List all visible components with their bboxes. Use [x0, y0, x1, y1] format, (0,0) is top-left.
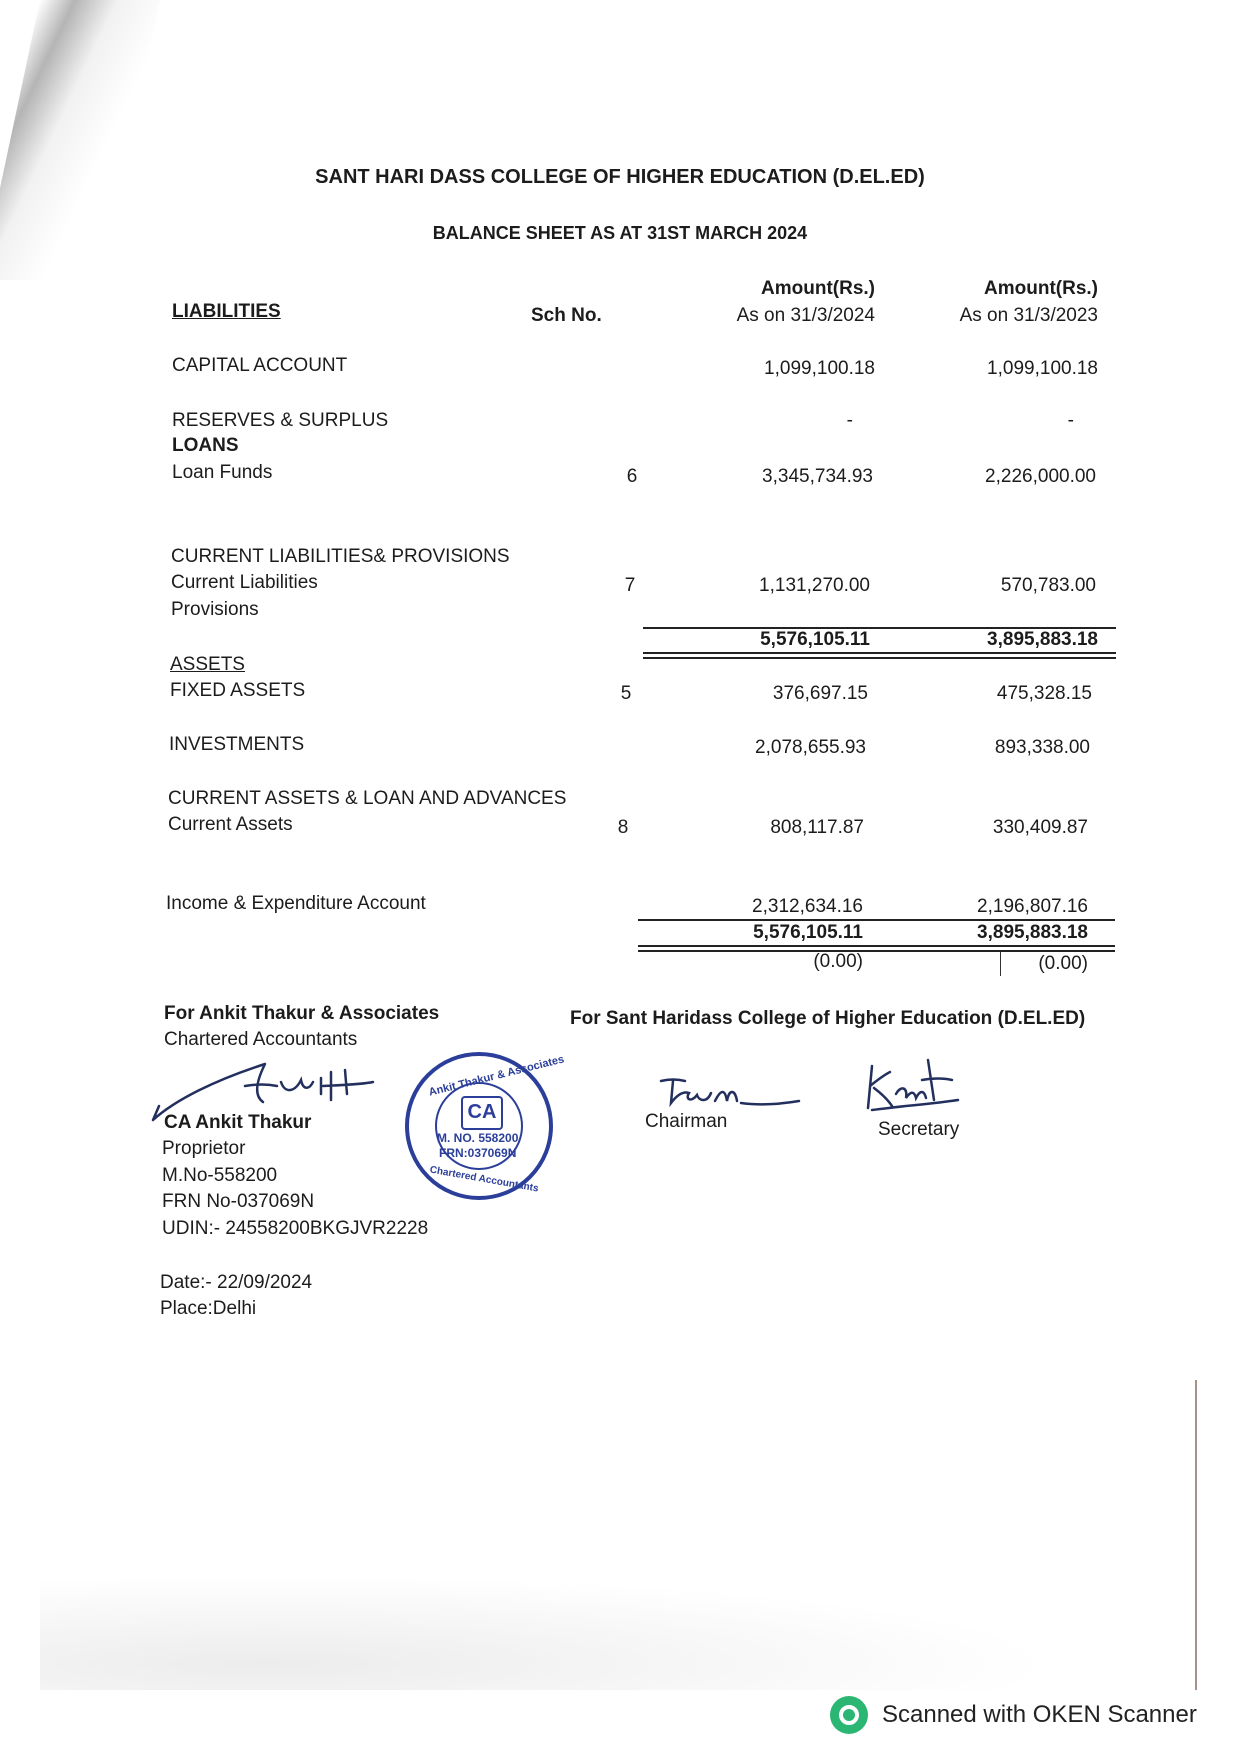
amount-2023-label: Amount(Rs.) [984, 278, 1098, 299]
auditor-role: Proprietor [162, 1138, 246, 1159]
total-rule-bottom-2 [643, 657, 1116, 659]
difference-2023: (0.00) [1038, 953, 1088, 974]
current-liabilities-label: Current Liabilities [171, 572, 318, 593]
scanner-watermark [830, 1690, 1230, 1740]
secretary-signature [862, 1050, 962, 1115]
auditor-name: CA Ankit Thakur [164, 1112, 312, 1133]
sch-no-heading: Sch No. [531, 305, 602, 326]
liabilities-heading: LIABILITIES [172, 301, 281, 322]
capital-2024: 1,099,100.18 [764, 358, 875, 379]
capital-2023: 1,099,100.18 [987, 358, 1098, 379]
oken-scanner-icon [830, 1696, 868, 1734]
loans-heading: LOANS [172, 435, 239, 456]
difference-2024: (0.00) [813, 951, 863, 972]
seal-mno: M. NO. 558200 [437, 1131, 519, 1145]
fixed-assets-label: FIXED ASSETS [170, 680, 306, 701]
fixed-assets-2023: 475,328.15 [996, 683, 1092, 704]
assets-total-2024: 5,576,105.11 [753, 922, 863, 943]
loan-funds-2023: 2,226,000.00 [985, 466, 1096, 487]
current-assets-sch: 8 [617, 817, 629, 838]
fixed-assets-sch: 5 [620, 683, 632, 704]
amount-2024-date: As on 31/3/2024 [736, 305, 875, 326]
reserves-2023: - [1067, 410, 1074, 431]
assets-rule-top [638, 919, 1115, 921]
investments-2023: 893,338.00 [994, 737, 1090, 758]
loan-funds-sch: 6 [626, 466, 638, 487]
reserves-label: RESERVES & SURPLUS [172, 410, 389, 431]
auditor-mno: M.No-558200 [162, 1165, 278, 1186]
loan-funds-label: Loan Funds [172, 462, 273, 483]
liabilities-total-2024: 5,576,105.11 [760, 629, 870, 650]
current-liabilities-heading: CURRENT LIABILITIES& PROVISIONS [171, 546, 510, 567]
assets-rule-bottom-1 [638, 945, 1115, 947]
current-liabilities-2023: 570,783.00 [1000, 575, 1096, 596]
current-assets-2024: 808,117.87 [770, 817, 864, 838]
column-divider [1000, 952, 1001, 976]
provisions-label: Provisions [171, 599, 259, 620]
institution-title: SANT HARI DASS COLLEGE OF HIGHER EDUCATION (D.EL.ED) [315, 166, 925, 188]
secretary-label: Secretary [878, 1119, 960, 1140]
investments-label: INVESTMENTS [169, 734, 305, 755]
scan-edge [1195, 1380, 1197, 1690]
current-assets-2023: 330,409.87 [992, 817, 1088, 838]
seal-bottom-text: Chartered Accountants [428, 1164, 540, 1195]
ca-seal [405, 1052, 566, 1200]
capital-label: CAPITAL ACCOUNT [172, 355, 348, 376]
loan-funds-2024: 3,345,734.93 [762, 466, 873, 487]
assets-heading: ASSETS [170, 654, 245, 675]
assets-total-2023: 3,895,883.18 [977, 922, 1088, 943]
college-sign-heading: For Sant Haridass College of Higher Education (D.EL.ED) [570, 1008, 1086, 1029]
auditor-frn: FRN No-037069N [162, 1191, 315, 1212]
scan-noise [40, 1560, 1190, 1690]
income-expenditure-2024: 2,312,634.16 [752, 896, 863, 917]
current-assets-heading: CURRENT ASSETS & LOAN AND ADVANCES [168, 788, 567, 809]
income-expenditure-2023: 2,196,807.16 [977, 896, 1088, 917]
page-title: BALANCE SHEET AS AT 31ST MARCH 2024 [432, 223, 808, 243]
auditor-udin: UDIN:- 24558200BKGJVR2228 [162, 1218, 429, 1239]
chairman-signature [655, 1065, 805, 1115]
report-date: Date:- 22/09/2024 [160, 1272, 313, 1293]
liabilities-total-2023: 3,895,883.18 [987, 629, 1098, 650]
auditor-type: Chartered Accountants [164, 1029, 358, 1050]
investments-2024: 2,078,655.93 [755, 737, 866, 758]
total-rule-bottom-1 [643, 652, 1116, 654]
auditor-firm: For Ankit Thakur & Associates [164, 1003, 440, 1024]
scanner-text: Scanned with OKEN Scanner [882, 1701, 1197, 1728]
amount-2023-date: As on 31/3/2023 [959, 305, 1098, 326]
report-place: Place:Delhi [160, 1298, 257, 1319]
fixed-assets-2024: 376,697.15 [772, 683, 868, 704]
current-liabilities-sch: 7 [624, 575, 636, 596]
seal-frn: FRN:037069N [439, 1146, 517, 1160]
amount-2024-label: Amount(Rs.) [761, 278, 875, 299]
seal-top-text: Ankit Thakur & Associates [427, 1053, 566, 1099]
income-expenditure-label: Income & Expenditure Account [166, 893, 426, 914]
current-liabilities-2024: 1,131,270.00 [759, 575, 870, 596]
chairman-label: Chairman [645, 1111, 728, 1132]
seal-ca-mark: CA [461, 1096, 503, 1130]
current-assets-label: Current Assets [168, 814, 293, 835]
reserves-2024: - [846, 410, 853, 431]
